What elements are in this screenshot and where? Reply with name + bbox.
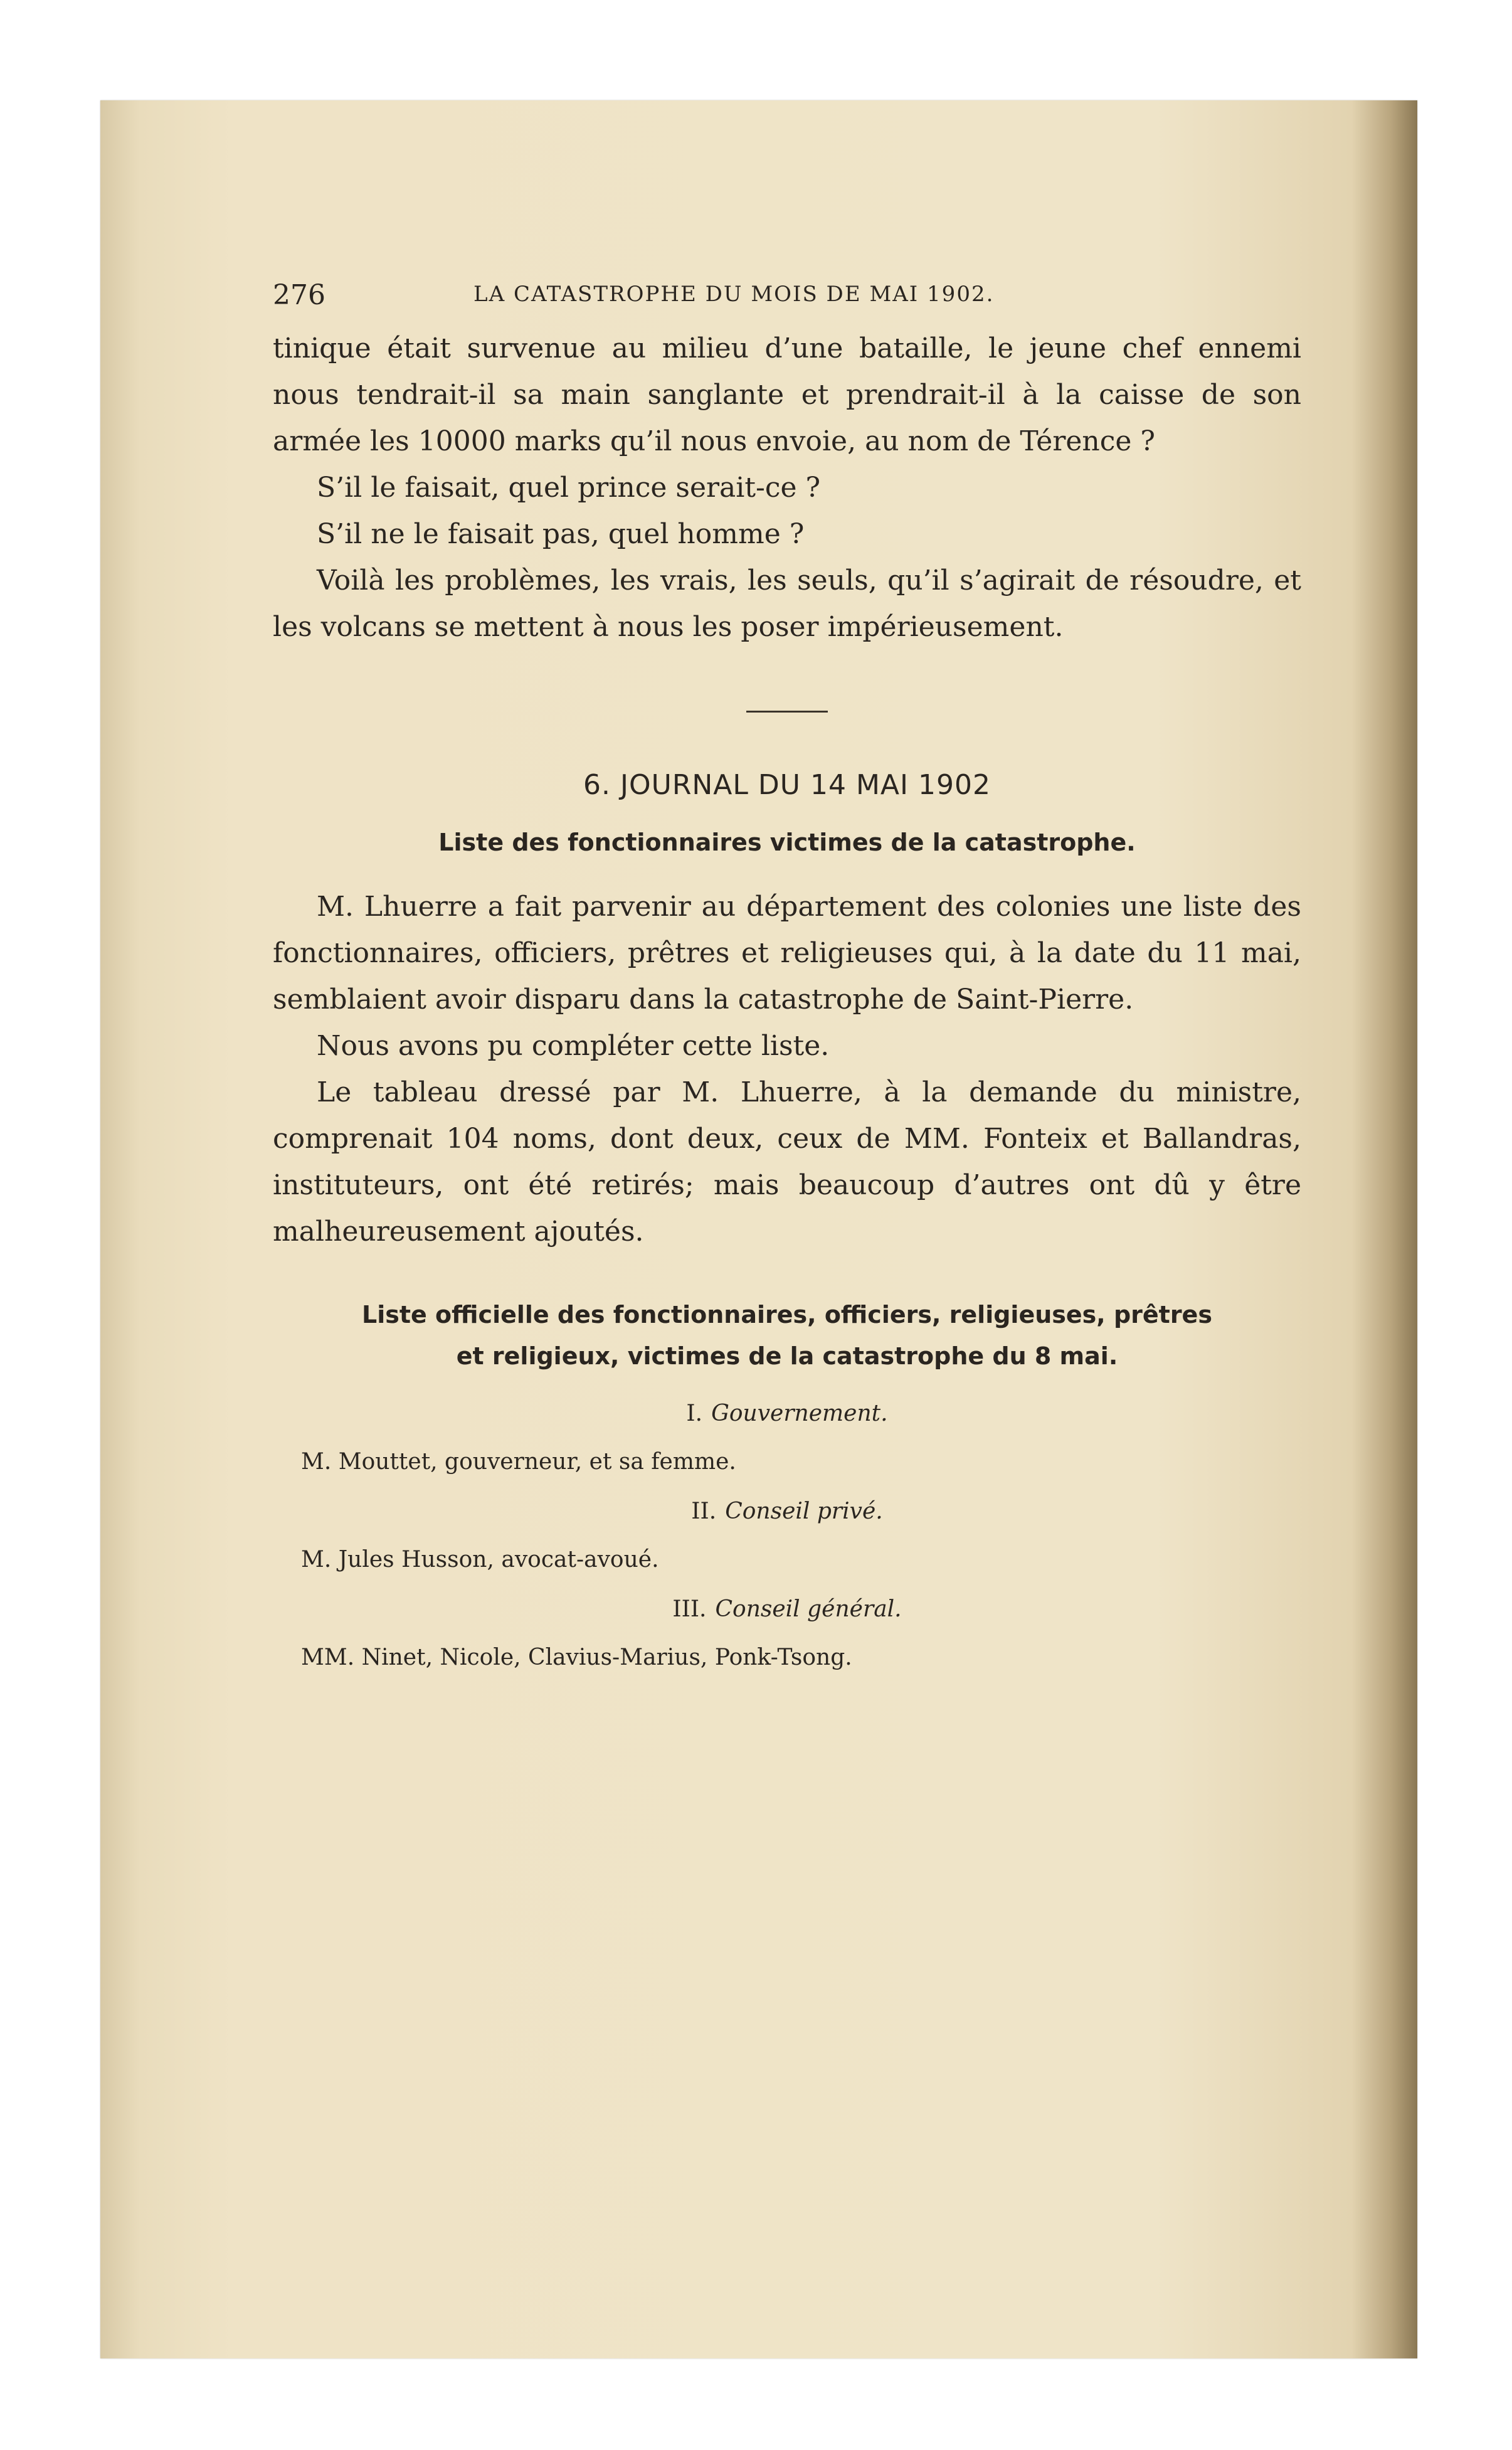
paragraph: Le tableau dressé par M. Lhuerre, à la demande du ministre, comprenait 104 noms, dont deux, ceux de MM. Fonteix et Ballandras, instituteurs, ont été retirés; mais beaucoup d’autres ont dû y être malheureusement ajoutés. bbox=[273, 1076, 1301, 1248]
group-heading bbox=[273, 1401, 1301, 1426]
group-number: II. bbox=[691, 1498, 717, 1524]
section-divider bbox=[746, 711, 828, 713]
paragraph: Voilà les problèmes, les vrais, les seuls, qu’il s’agirait de résoudre, et les volcans se mettent à nous les poser impérieusement. bbox=[273, 565, 1301, 643]
book-page bbox=[100, 100, 1417, 2358]
group-members: MM. Ninet, Nicole, Clavius-Marius, Ponk-Tsong. bbox=[301, 1645, 852, 1670]
list-title-line: Liste officielle des fonctionnaires, officiers, religieuses, prêtres bbox=[362, 1301, 1212, 1328]
paragraph: Nous avons pu compléter cette liste. bbox=[317, 1030, 830, 1062]
paragraph: M. Lhuerre a fait parvenir au département des colonies une liste des fonctionnaires, officiers, prêtres et religieuses qui, à la date du 11 mai, semblaient avoir disparu dans la catastrophe de Saint-Pierre. bbox=[273, 891, 1301, 1016]
section-title: 6. JOURNAL DU 14 MAI 1902 bbox=[583, 769, 991, 801]
list-title-line: et religieux, victimes de la catastrophe du 8 mai. bbox=[456, 1342, 1118, 1370]
paragraph: S’il le faisait, quel prince serait-ce ? bbox=[317, 472, 821, 504]
list-title bbox=[273, 1294, 1301, 1377]
group-name: Conseil général. bbox=[715, 1596, 902, 1622]
group-members: M. Mouttet, gouverneur, et sa femme. bbox=[301, 1449, 736, 1475]
group-heading bbox=[273, 1596, 1301, 1622]
section-subtitle: Liste des fonctionnaires victimes de la catastrophe. bbox=[438, 829, 1136, 856]
group-heading bbox=[273, 1498, 1301, 1524]
group-members: M. Jules Husson, avocat-avoué. bbox=[301, 1547, 659, 1572]
page-number: 276 bbox=[273, 279, 325, 311]
running-title: LA CATASTROPHE DU MOIS DE MAI 1902. bbox=[473, 282, 995, 307]
page-content bbox=[273, 279, 1301, 1670]
running-head bbox=[273, 279, 1301, 317]
group-name: Conseil privé. bbox=[725, 1498, 883, 1524]
group-number: III. bbox=[672, 1596, 707, 1622]
paragraph: S’il ne le faisait pas, quel homme ? bbox=[317, 518, 805, 550]
group-number: I. bbox=[686, 1401, 703, 1426]
paragraph: tinique était survenue au milieu d’une bataille, le jeune chef ennemi nous tendrait-il sa main sanglante et prendrait-il à la caisse de son armée les 10000 marks qu’il nous envoie, au nom de Térence ? bbox=[273, 332, 1301, 457]
group-name: Gouvernement. bbox=[711, 1401, 888, 1426]
